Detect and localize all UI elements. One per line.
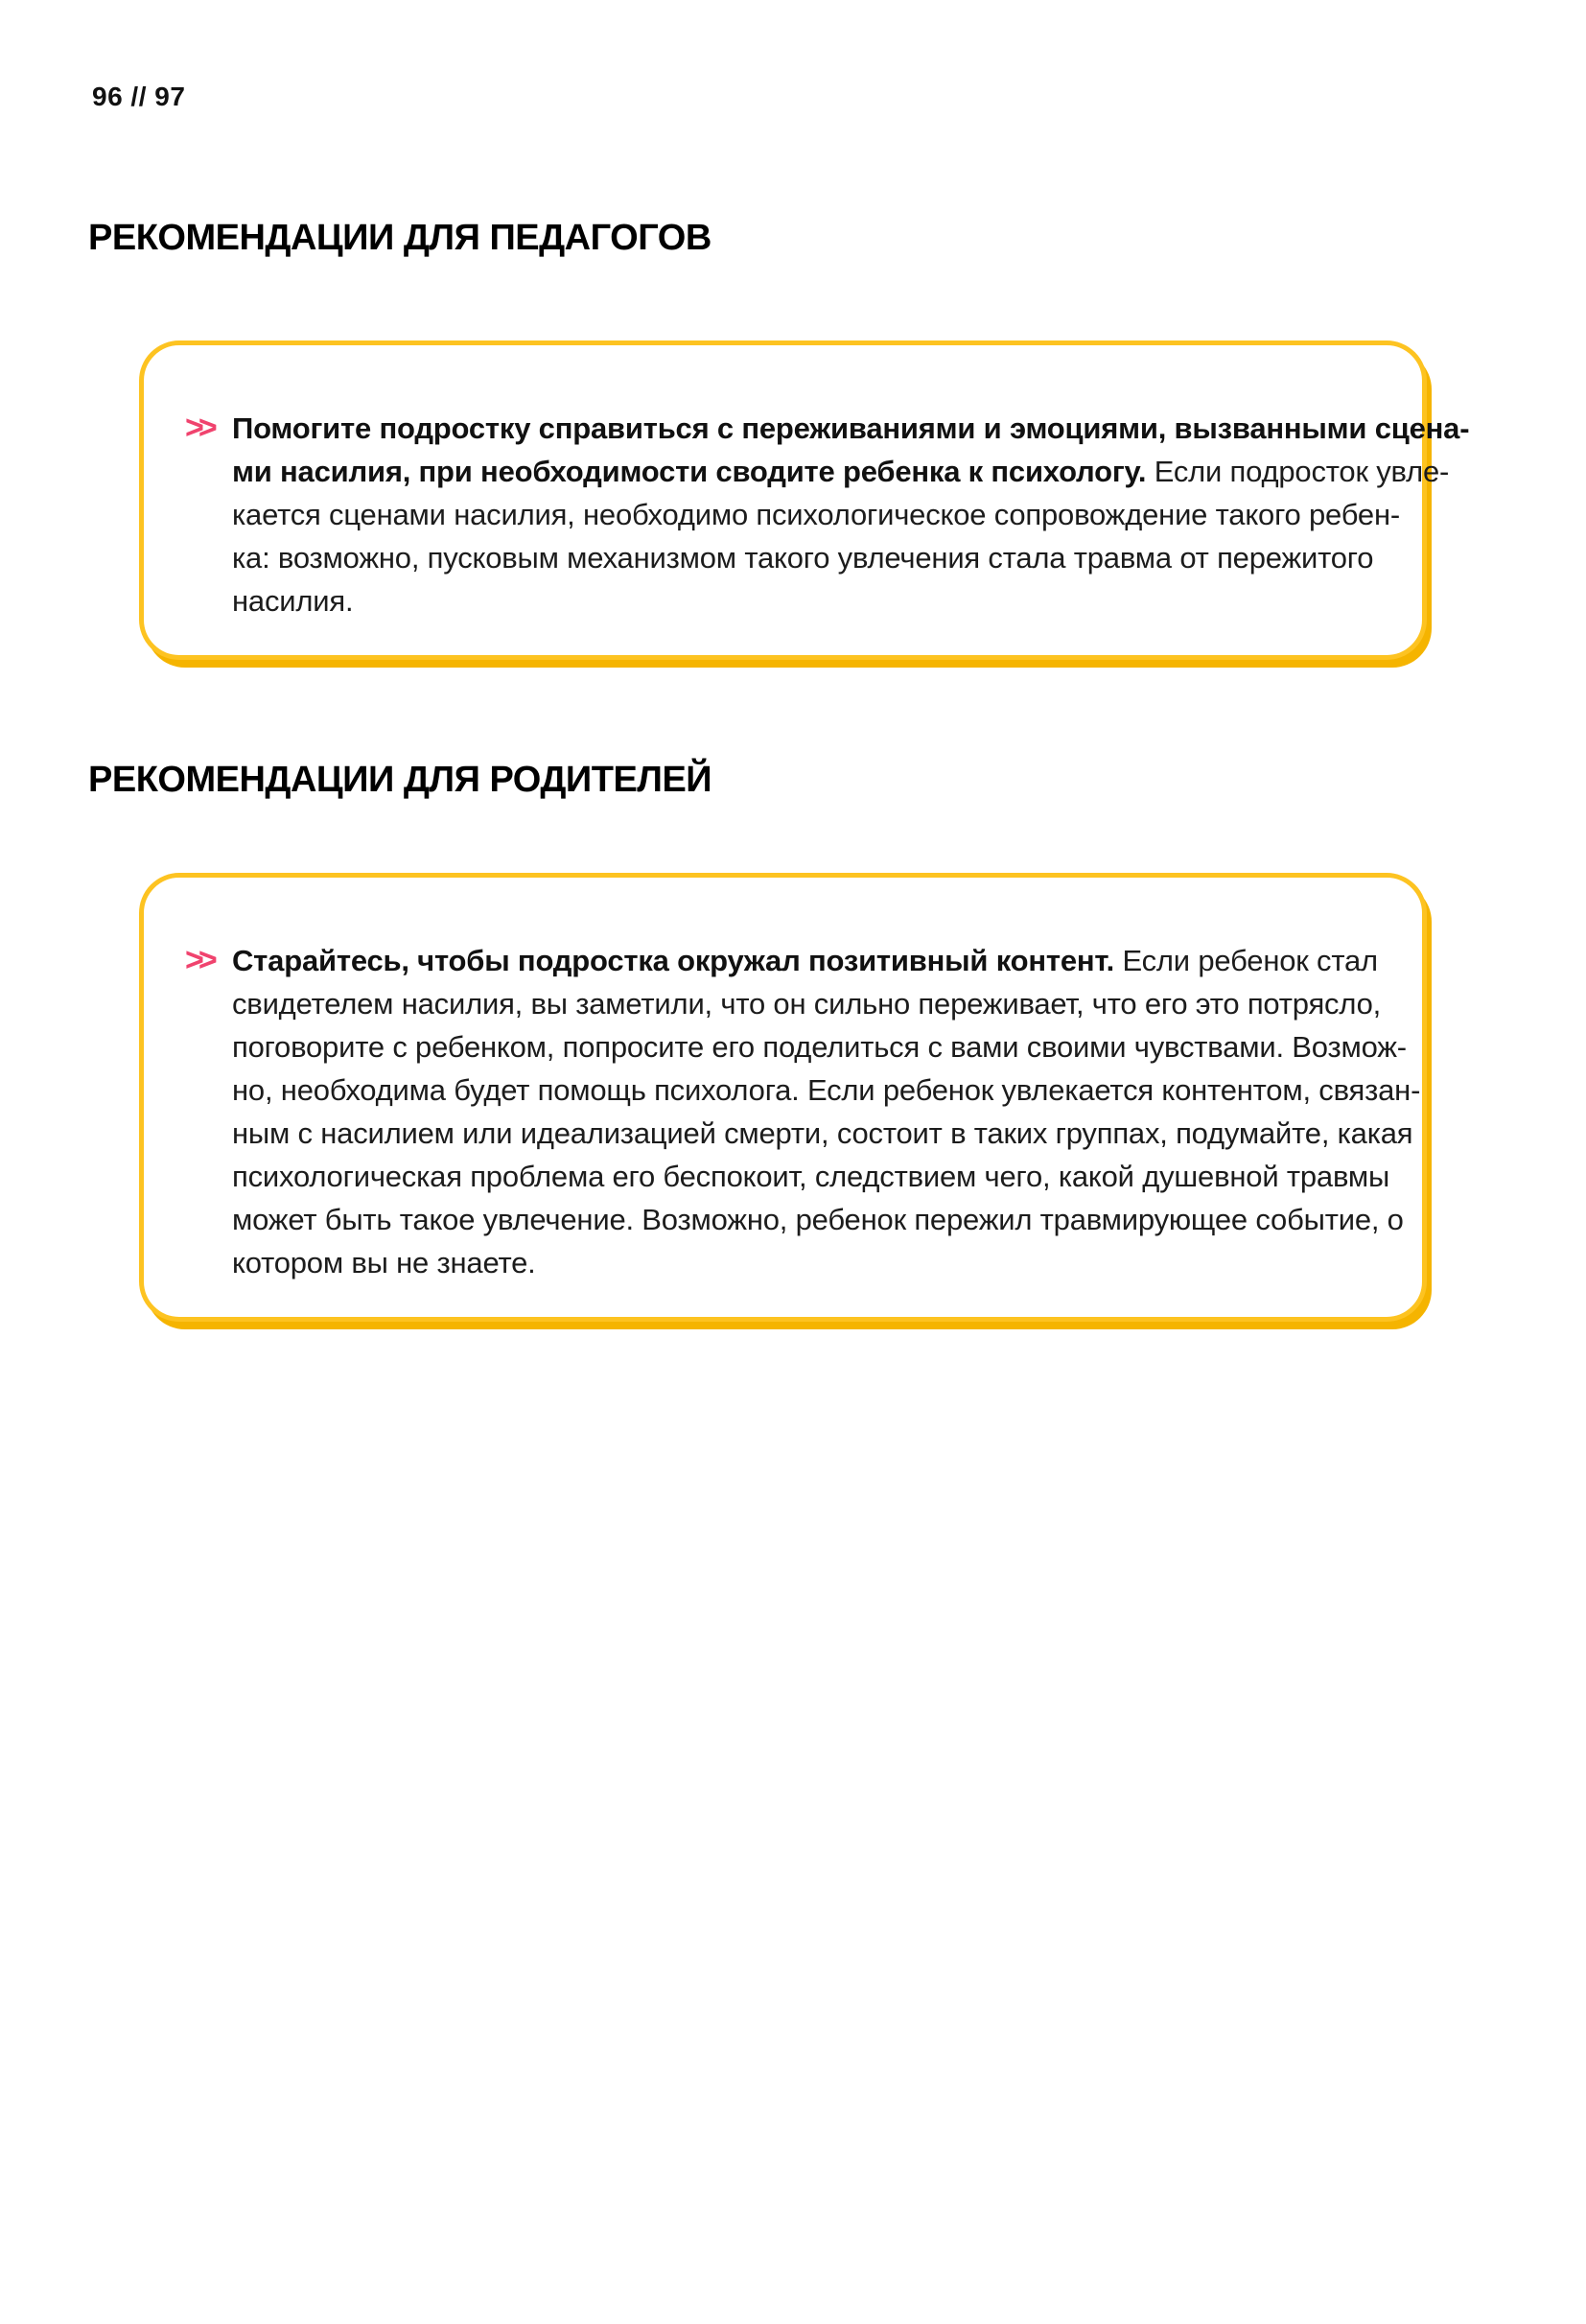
section-heading-parents: РЕКОМЕНДАЦИИ ДЛЯ РОДИТЕЛЕЙ (88, 760, 712, 800)
text-line: котором вы не знаете. (232, 1246, 536, 1279)
text-line: поговорите с ребенком, попросите его поделиться с вами своими чувствами. Возмож- (232, 1030, 1407, 1064)
text-line: но, необходима будет помощь психолога. Если ребенок увлекается контентом, связан- (232, 1073, 1421, 1107)
text-line: ным с насилием или идеализацией смерти, состоит в таких группах, подумайте, какая (232, 1116, 1413, 1150)
text-line: может быть такое увлечение. Возможно, ребенок пережил травмирующее событие, о (232, 1203, 1404, 1236)
recommendation-card-parents (139, 873, 1427, 1322)
text-line: кается сценами насилия, необходимо психологическое сопровождение такого ребен- (232, 498, 1400, 531)
text-line: Помогите подростку справиться с переживаниями и эмоциями, вызванными сцена- (232, 411, 1470, 445)
text-line: ка: возможно, пусковым механизмом такого увлечения стала травма от пережитого (232, 541, 1374, 575)
section-heading-teachers: РЕКОМЕНДАЦИИ ДЛЯ ПЕДАГОГОВ (88, 218, 711, 258)
recommendation-text-teachers (232, 407, 1469, 622)
text-line: свидетелем насилия, вы заметили, что он сильно переживает, что его это потрясло, (232, 987, 1382, 1021)
page-number: 96 // 97 (92, 82, 186, 111)
double-chevron-icon: >> (185, 410, 212, 446)
text-line: психологическая проблема его беспокоит, следствием чего, какой душевной травмы (232, 1160, 1390, 1193)
text-line: ми насилия, при необходимости сводите ребенка к психологу. Если подросток увле- (232, 455, 1450, 488)
double-chevron-icon: >> (185, 942, 212, 978)
text-line: насилия. (232, 584, 354, 618)
text-line: Старайтесь, чтобы подростка окружал позитивный контент. Если ребенок стал (232, 944, 1378, 977)
recommendation-text-parents (232, 939, 1420, 1284)
recommendation-card-teachers (139, 340, 1470, 660)
